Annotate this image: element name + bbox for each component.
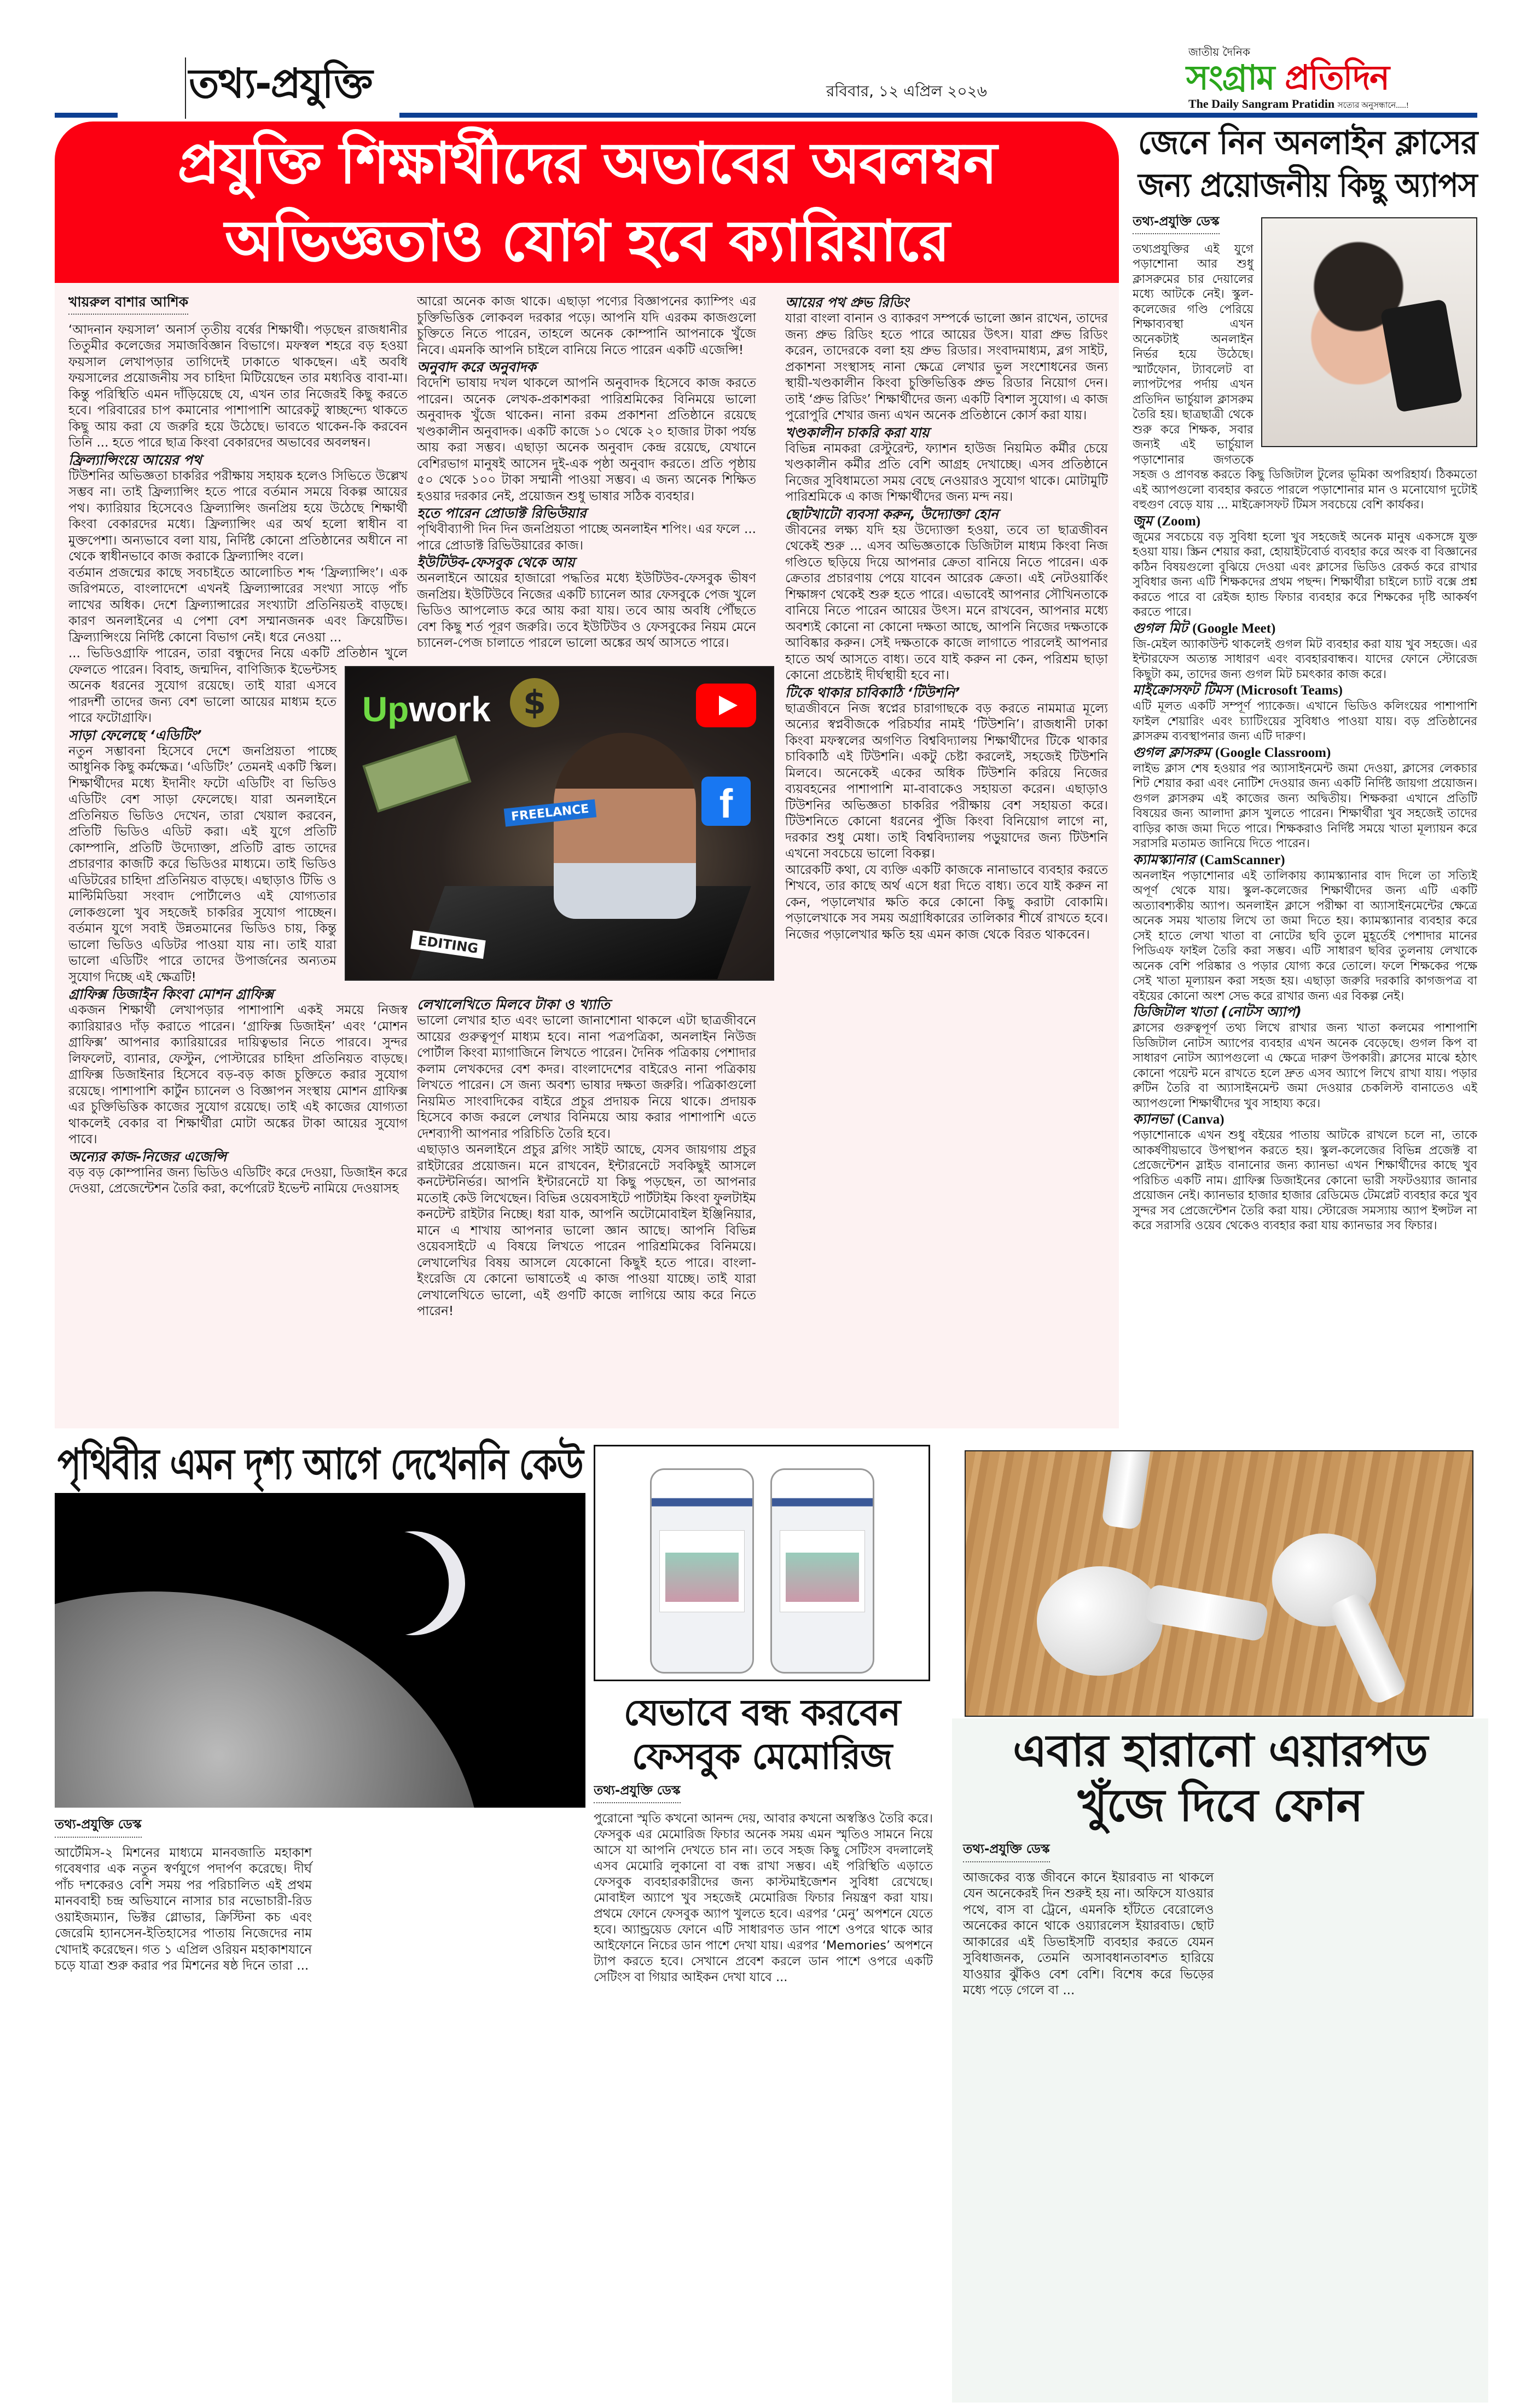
subheading: ফ্রিল্যান্সিংয়ে আয়ের পথ xyxy=(68,452,202,468)
youtube-icon xyxy=(696,684,756,727)
subheading: খণ্ডকালীন চাকরি করা যায় xyxy=(785,424,930,441)
subheading-english: (Microsoft Teams) xyxy=(1236,683,1343,698)
subheading xyxy=(1133,682,1477,699)
paragraph: এছাড়াও অনলাইনে প্রচুর ব্লগিং সাইট আছে, যেসব জায়গায় প্রচুর রাইটারের প্রয়োজন। মনে রাখবেন, ইন্টারনেটে সবকিছুই আসলে কনটেন্টনির্ভর। আপনি ইন্টারনেটে যা কিছু পড়ছেন, তা আপনার মতোই কেউ লিখেছেন। বিভিন্ন ওয়েবসাইটে পার্টটাইম কিংবা ফুলটাইম কনটেন্ট রাইটার নিচ্ছে। ধরা যাক, আপনি অটোমোবাইল ইঞ্জিনিয়ার, মানে এ শাখায় আপনার ভালো জ্ঞান আছে। আপনি বিভিন্ন ওয়েবসাইটে এ বিষয়ে লিখতে পারেন পারিশ্রমিকের বিনিময়ে। লেখালেখির বিষয় আসলে যেকোনো কিছুই হতে পারে। বাংলা-ইংরেজি যে কোনো ভাষাতেই এ কাজ পাওয়া যাচ্ছে। তাই যারা লেখালেখিতে ভালো, এই গুণটি কাজে লাগিয়ে আয় করে নিতে পারেন! xyxy=(417,1143,756,1318)
paragraph: পড়াশোনাকে এখন শুধু বইয়ের পাতায় আটকে রাখলে চলে না, তাকে আকর্ষণীয়ভাবে উপস্থাপন করতে হয়। স্কুল-কলেজের বিভিন্ন প্রজেক্ট বা প্রেজেন্টেশন স্লাইড বানানোর জন্য ক্যানভা এখন শিক্ষার্থীদের কাছে খুব পরিচিত একটি নাম। গ্রাফিক্স ডিজাইনের কোনো ভারী সফটওয়্যার জানার প্রয়োজন নেই। ক্যানভার হাজার হাজার রেডিমেড টেমপ্লেট ব্যবহার করে খুব সুন্দর সব প্রেজেন্টেশন তৈরি করা যায়। স্টোরেজ সমস্যায় অ্যাপ ইন্সটল না করে সরাসরি ওয়েব থেকেও ব্যবহার করা যায় ক্যানভার সব ফিচার। xyxy=(1133,1128,1477,1232)
logo-tagline: জাতীয় দৈনিক xyxy=(1188,45,1250,59)
paragraph: বড় বড় কোম্পানির জন্য ভিডিও এডিটিং করে দেওয়া, ডিজাইন করে দেওয়া, প্রেজেন্টেশন তৈরি করা, কর্পোরেট ইভেন্ট নামিয়ে দেওয়াসহ xyxy=(68,1165,408,1196)
paragraph: জীবনের লক্ষ্য যদি হয় উদ্যোক্তা হওয়া, তবে তা ছাত্রজীবন থেকেই শুরু ... এসব অভিজ্ঞতাকে ডিজিটাল মাধ্যম কিংবা নিজ গণ্ডিতে ছড়িয়ে দিয়ে আপনার ক্রেতা বানিয়ে নিতে পারেন। এক ক্রেতার প্রচারণায় পেয়ে যাবেন আরেক ক্রেতা। এই নেটওয়ার্কিং শিক্ষাঙ্গণ থেকেই শুরু হতে পারে। এভাবেই আপনার সৌখিনতাকে বানিয়ে নিতে পারেন আয়ের উৎস। মনে রাখবেন, আপনার মধ্যে অবশ্যই কোনো না কোনো দক্ষতা আছে, আপনি নিজের দক্ষতাকে আবিষ্কার করুন। সেই দক্ষতাকে কাজে লাগাতে পারলেই আপনার হাতে অর্থ আসতে বাধ্য। তবে যাই করুন না কেন, পরিশ্রম ছাড়া কোনো প্রচেষ্টাই দীর্ঘস্থায়ী হবে না। xyxy=(785,523,1108,682)
issue-date: রবিবার, ১২ এপ্রিল ২০২৬ xyxy=(826,82,987,100)
subheading: আয়ের পথ প্রুভ রিডিং xyxy=(785,294,909,310)
editing-tag: EDITING xyxy=(410,930,486,959)
subheading: হতে পারেন প্রোডাক্ট রিভিউয়ার xyxy=(417,505,587,521)
subheading xyxy=(1133,744,1477,761)
subheading: অনুবাদ করে অনুবাদক xyxy=(417,359,536,375)
paragraph: ভালো লেখার হাত এবং ভালো জানাশোনা থাকলে এটা ছাত্রজীবনে আয়ের গুরুত্বপূর্ণ মাধ্যম হবে। নানা পত্রপত্রিকা, অনলাইন নিউজ পোর্টাল কিংবা ম্যাগাজিনে লিখতে পারেন। দৈনিক পত্রিকায় পেশাদার কলাম লেখকদের বেশ কদর। বাংলাদেশের বাইরেও নানা পত্রিকায় লিখতে পারেন। সে জন্য অবশ্য ভাষার দক্ষতা জরুরি। পত্রিকাগুলো নিয়মিত সাংবাদিকের বাইরে প্রচুর প্রদায়ক নিয়ে থাকে। প্রদায়ক হিসেবে কাজ করলে লেখার বিনিময়ে আয় করার পাশাপাশি এতে দেশব্যাপী আপনার পরিচিতি তৈরি হবে। xyxy=(417,1014,756,1141)
logo-slogan: সত্যের অনুসন্ধানে.....! xyxy=(1337,101,1409,110)
facebook-phones-photo[interactable] xyxy=(594,1445,930,1681)
apps-byline: তথ্য-প্রযুক্তি ডেস্ক xyxy=(1133,215,1220,234)
paragraph: আরেকটি কথা, যে ব্যক্তি একটি কাজকে নানাভাবে ব্যবহার করতে শিখবে, তার কাছে অর্থ এসে ধরা দিতে বাধ্য। তবে যাই করুন না কেন, পড়ালেখার ক্ষতি করে কোনো কিছু করাটা বোকামি। পড়ালেখাকে সব সময় অগ্রাধিকারের তালিকার শীর্ষে রাখতে হবে। নিজের পড়ালেখার ক্ষতি হয় এমন কাজ থেকে বিরত থাকবেন। xyxy=(785,863,1108,942)
subheading-bangla: গুগল মিট xyxy=(1133,620,1188,636)
airpod-stem xyxy=(1101,1450,1153,1530)
paragraph: ক্লাসের গুরুত্বপূর্ণ তথ্য লিখে রাখার জন্য খাতা কলমের পাশাপাশি ডিজিটাল নোটস অ্যাপের ব্যবহার এখন অনেক বেড়েছে। গুগল কিপ বা সাধারণ নোটস অ্যাপগুলো এ ক্ষেত্রে দারুণ উপকারী। ক্লাসের মাঝে হঠাৎ কোনো পয়েন্ট মনে রাখতে হলে দ্রুত এসব অ্যাপে লিখে রাখা যায়। পড়ার রুটিন তৈরি বা অ্যাসাইনমেন্ট জমা দেওয়ার চেকলিস্ট বানাতেও এই অ্যাপগুলো শিক্ষার্থীদের খুব সাহায্য করে। xyxy=(1133,1021,1477,1110)
paragraph: জি-মেইল অ্যাকাউন্ট থাকলেই গুগল মিট ব্যবহার করা যায় খুব সহজে। এর ইন্টারফেস অত্যন্ত সাধারণ এবং ব্যবহারবান্ধব। যাদের ফোনে স্টোরেজ কিছুটা কম, তাদের জন্য গুগল মিট চমৎকার কাজ করে। xyxy=(1133,637,1477,681)
subheading xyxy=(1133,1111,1477,1128)
header-divider xyxy=(185,57,186,119)
main-headline[interactable] xyxy=(55,121,1119,283)
airpods-paragraph: আজকের ব্যস্ত জীবনে কানে ইয়ারবাড না থাকলে যেন অনেকেরই দিন শুরুই হয় না। অফিসে যাওয়ার পথে, বাস বা ট্রেনে, এমনকি হাঁটতে বেরোলেও অনেকের কানে থাকে ওয়্যারলেস ইয়ারবাড। ছোট আকারের এই ডিভাইসটি ব্যবহার করতে যেমন সুবিধাজনক, তেমনি অসাবধানতাবশত হারিয়ে যাওয়ার ঝুঁকিও বেশ বেশি। বিশেষ করে ভিড়ের মধ্যে পড়ে গেলে বা ... xyxy=(963,1870,1214,1998)
subheading-english: (CamScanner) xyxy=(1200,852,1285,867)
header-bar-right xyxy=(399,113,1477,118)
subheading: অন্যের কাজ-নিজের এজেন্সি xyxy=(68,1148,227,1165)
fb-story-body xyxy=(594,1783,933,2390)
fb-byline: তথ্য-প্রযুক্তি ডেস্ক xyxy=(594,1783,681,1803)
freelance-tag: FREELANCE xyxy=(504,799,596,826)
dollar-icon: $ xyxy=(510,678,559,727)
subheading-english: (Google Classroom) xyxy=(1215,745,1331,760)
phone-graphic xyxy=(1380,299,1463,413)
subheading xyxy=(1133,620,1477,637)
subheading-english: (Google Meet) xyxy=(1192,621,1276,636)
subheading xyxy=(1133,513,1477,530)
paragraph: অনলাইন পড়াশোনার এই তালিকায় ক্যামস্ক্যানার বাদ দিলে তা সত্যিই অপূর্ণ থেকে যায়। স্কুল-কলেজের শিক্ষার্থীদের জন্য এটি একটি অত্যাবশ্যকীয় অ্যাপ। অনলাইন ক্লাসে পরীক্ষা বা অ্যাসাইনমেন্টের ক্ষেত্রে অনেক সময় খাতায় লিখে তা জমা দিতে হয়। ক্যামস্ক্যানার ব্যবহার করে সেই হাতে লেখা খাতা বা নোটের ছবি তুলে মুহূর্তেই পেশাদার মানের পিডিএফ ফাইল তৈরি করা সম্ভব। এটি সাধারণ ছবির তুলনায় লেখাকে অনেক বেশি পরিষ্কার ও পড়ার যোগ্য করে তোলে। ফলে শিক্ষকের পক্ষে সেই খাতা মূল্যায়ন করা সহজ হয়। এছাড়া জরুরি দরকারি কাগজপত্র বা বইয়ের কোনো অংশ সেভ করে রাখার জন্য এর বিকল্প নেই। xyxy=(1133,869,1477,1003)
apps-headline-line2: জন্য প্রয়োজনীয় কিছু অ্যাপস xyxy=(1138,166,1477,205)
moon-story-body xyxy=(55,1817,585,2392)
subheading: টিকে থাকার চাবিকাঠি ‘টিউশনি’ xyxy=(785,684,960,701)
airpods-story-body xyxy=(963,1842,1480,2394)
paragraph: বিভিন্ন নামকরা রেস্টুরেন্ট, ফ্যাশন হাউজ নিয়মিত কর্মীর চেয়ে খণ্ডকালীন কর্মীর প্রতি বেশি আগ্রহ দেখাচ্ছে। এসব প্রতিষ্ঠানে নিজের সুবিধামতো সময় বেছে নেওয়ারও সুযোগ থাকে। মোটামুটি পারিশ্রমিকে এ কাজ শিক্ষার্থীদের জন্য মন্দ নয়। xyxy=(785,441,1108,504)
paragraph: টিউশনির অভিজ্ঞতা চাকরির পরীক্ষায় সহায়ক হলেও সিভিতে উল্লেখ সম্ভব না। তাই ফ্রিল্যান্সিং হতে পারে বর্তমান সময়ে বিকল্প আয়ের পথ। ক্যারিয়ার হিসেবেও ফ্রিল্যান্সিং জনপ্রিয় হয়ে উঠেছে শিক্ষার্থী কিংবা বেকারদের মধ্যে। ফ্রিল্যান্সিং এর অর্থ হলো স্বাধীন বা মুক্তপেশা। অন্যভাবে বলা যায়, নির্দিষ্ট কোনো প্রতিষ্ঠানের অধীনে না থেকে স্বাধীনভাবে কাজ করাকে ফ্রিল্যান্সিং বলে। xyxy=(68,468,408,564)
facebook-icon: f xyxy=(701,777,751,826)
subheading-english: (Canva) xyxy=(1177,1112,1225,1127)
subheading-bangla: গুগল ক্লাসরুম xyxy=(1133,744,1211,760)
moon-headline-box[interactable] xyxy=(57,1438,583,1491)
subheading: গ্রাফিক্স ডিজাইন কিংবা মোশন গ্রাফিক্স xyxy=(68,986,274,1002)
main-headline-line2: অভিজ্ঞতাও যোগ হবে ক্যারিয়ারে xyxy=(224,207,949,274)
subheading: লেখালেখিতে মিলবে টাকা ও খ্যাতি xyxy=(417,997,610,1012)
subheading-english: (Zoom) xyxy=(1157,513,1201,529)
paragraph: জুমের সবচেয়ে বড় সুবিধা হলো খুব সহজেই অনেক মানুষ একসঙ্গে যুক্ত হওয়া যায়। স্ক্রিন শেয়ার করা, হোয়াইটবোর্ড ব্যবহার করে অংক বা বিজ্ঞানের কঠিন বিষয়গুলো বুঝিয়ে দেওয়া এবং ক্লাসের ভিডিও রেকর্ড করে রাখার সুবিধার জন্য এটি শিক্ষকদের প্রথম পছন্দ। শিক্ষার্থীরা চাইলে চ্যাট বক্সে প্রশ্ন করতে পারে বা রেইজ হ্যান্ড ফিচার ব্যবহার করে শিক্ষকের দৃষ্টি আকর্ষণ করতে পারে। xyxy=(1133,530,1477,619)
airpods-photo[interactable] xyxy=(965,1450,1473,1717)
fb-headline[interactable] xyxy=(594,1691,930,1779)
subheading: ছোটখাটো ব্যবসা করুন, উদ্যোক্তা হোন xyxy=(785,506,999,522)
paragraph: যারা বাংলা বানান ও ব্যাকরণ সম্পর্কে ভালো জ্ঞান রাখেন, তাদের জন্য প্রুভ রিডিং হতে পারে আয়ের উৎস। যারা প্রুভ রিডিং করেন, তাদেরকে বলা হয় প্রুভ রিডার। সংবাদমাধ্যম, ব্লগ সাইট, প্রকাশনা সংস্থাসহ নানা ক্ষেত্রে লেখার ভুল সংশোধনের জন্য স্থায়ী-খণ্ডকালীন কিংবা চুক্তিভিত্তিক প্রুভ রিডার নিয়োগ দেন। তাই ‘প্রুভ রিডিং’ শিক্ষার্থীদের জন্য একটি বিশাল সুযোগ। এ কাজ পুরোপুরি শেখার জন্য এখন অনেক প্রতিষ্ঠানে কোর্স করা যায়। xyxy=(785,311,1108,422)
freelancing-photo[interactable] xyxy=(345,666,774,981)
newspaper-logo[interactable] xyxy=(1186,59,1476,96)
section-title xyxy=(189,59,397,108)
airpod-left-stem xyxy=(1144,1583,1269,1642)
phone-screen-2 xyxy=(770,1468,874,1674)
subheading xyxy=(1133,852,1477,869)
paragraph: বিদেশি ভাষায় দখল থাকলে আপনি অনুবাদক হিসেবে কাজ করতে পারেন। অনেক লেখক-প্রকাশকরা পারিশ্রমিকের বিনিময়ে ভালো অনুবাদক খুঁজে থাকেন। নানা রকম প্রকাশনা প্রতিষ্ঠানে রয়েছে খণ্ডকালীন অনুবাদক। একটি কাজে ১০ থেকে ২০ হাজার টাকা পর্যন্ত আয় করা সম্ভব। এছাড়া অনেক অনুবাদ কেন্দ্র রয়েছে, যেখানে বেশিরভাগ মানুষই আসেন দুই-এক পৃষ্ঠা অনুবাদ করতে। প্রতি পৃষ্ঠায় ৫০ থেকে ১০০ টাকা সম্মানী পাওয়া সম্ভব। এ জন্য অনেক শিক্ষিত হওয়ার দরকার নেই, প্রয়োজন শুধু ভাষার সঠিক ব্যবহার। xyxy=(417,376,756,503)
subheading-bangla: ক্যানভা xyxy=(1133,1111,1173,1127)
earth-moon-photo[interactable] xyxy=(55,1493,585,1808)
airpods-headline[interactable] xyxy=(963,1724,1477,1833)
paragraph: ছাত্রজীবনে নিজ স্বপ্নের চারাগাছকে বড় করতে নামমাত্র মূল্যে অন্যের স্বপ্নবীজকে পরিচর্যার নামই ‘টিউশনি’। রাজধানী ঢাকা কিংবা মফস্বলের অগণিত বিশ্ববিদ্যালয় শিক্ষার্থীদের টিকে থাকার চাবিকাঠি এই টিউশনি। একটু চেষ্টা করলেই, সহজেই টিউশনি মিলবে। অনেকেই একের অধিক টিউশনি করিয়ে নিজের ব্যয়বহনের পাশাপাশি মা-বাবাকেও সহায়তা করেন। এছাড়াও টিউশনির অভিজ্ঞতা চাকরির পরীক্ষায় বেশ সহায়তা করে। টিউশনিতে কোনো ধরনের পুঁজি কিংবা বিনিয়োগ লাগে না, দরকার শুধু মেধা। তাই বিশ্ববিদ্যালয় পড়ুয়াদের জন্য টিউশনি এখনো সবচেয়ে ভালো বিকল্প। xyxy=(785,701,1108,861)
subheading-bangla: মাইক্রোসফট টিমস xyxy=(1133,682,1232,698)
logo-text xyxy=(1186,59,1476,96)
subheading-bangla: ডিজিটাল খাতা (নোটস অ্যাপ) xyxy=(1133,1004,1302,1020)
logo-part1: সংগ্রাম xyxy=(1186,57,1274,97)
paragraph: আরো অনেক কাজ থাকে। এছাড়া পণ্যের বিজ্ঞাপনের ক্যাম্পিং এর চুক্তিভিত্তিক লোকবল দরকার পড়ে। আপনি যদি এরকম কাজগুলো চুক্তিতে নিতে পারেন, তাহলে অনেক কোম্পানি আপনাকে খুঁজে নিবে। এমনকি আপনি চাইলে বানিয়ে নিতে পারেন একটি এজেন্সি! xyxy=(417,294,756,357)
person-graphic xyxy=(554,733,696,919)
logo-english-line xyxy=(1188,97,1477,113)
cash-graphic xyxy=(362,735,471,812)
paragraph: এটি মূলত একটি সম্পূর্ণ প্যাকেজ। এখানে ভিডিও কলিংয়ের পাশাপাশি ফাইল শেয়ারিং এবং চ্যাটিংয়ের সুবিধাও পাওয়া যায়। বড় প্রতিষ্ঠানের ক্লাসরুম ব্যবস্থাপনার জন্য এটি দারুণ। xyxy=(1133,699,1477,743)
logo-english xyxy=(1188,97,1477,113)
paragraph: ‘আদনান ফয়সাল’ অনার্স তৃতীয় বর্ষের শিক্ষার্থী। পড়ছেন রাজধানীর তিতুমীর কলেজের সমাজবিজ্ঞান বিভাগে। মফস্বল শহরে বড় হওয়া ফয়সাল লেখাপড়ার তাগিদেই ঢাকাতে থাকছেন। এই অবধি ফয়সালের প্রয়োজনীয় সব চাহিদা মিটিয়েছেন তার মধ্যবিত্ত বাবা-মা। কিন্তু পরিস্থিতি এমন দাঁড়িয়েছে যে, এখন তার নিজেরই কিছু করতে হবে। পরিবারের চাপ কমানোর পাশাপাশি আরেকটু স্বাচ্ছন্দ্যে থাকতে কিছু আয় করা যে জরুরি হয়ে উঠেছে। ভাবতে থাকেন-কি করবেন তিনি ... হতে পারে ছাত্র কিংবা বেকারদের অভাবের অবলম্বন। xyxy=(68,322,408,450)
fb-headline-line2: ফেসবুক মেমোরিজ xyxy=(631,1735,892,1778)
moon-headline: পৃথিবীর এমন দৃশ্য আগে দেখেননি কেউ xyxy=(57,1440,583,1489)
phone-screen-1 xyxy=(650,1468,754,1674)
airpod-right-stem xyxy=(1327,1591,1408,1706)
paragraph: অনলাইনে আয়ের হাজারো পদ্ধতির মধ্যে ইউটিউব-ফেসবুক ভীষণ জনপ্রিয়। ইউটিউবে নিজের একটি চ্যানেল আর ফেসবুকে পেজ খুলে ভিডিও আপলোড করে আয় করা যায়। তবে আয় অবধি পৌঁছতে বেশ কিছু শর্ত পূরণ জরুরি। তবে ইউটিউব ও ফেসবুকের নিয়ম মেনে চ্যানেল-পেজ চালাতে পারলে ভালো অঙ্কের অর্থ আসতে পারে। xyxy=(417,571,756,650)
apps-story xyxy=(1133,215,1477,1426)
subheading-bangla: জুম xyxy=(1133,512,1153,529)
crescent-graphic xyxy=(346,1516,480,1650)
paragraph: একজন শিক্ষার্থী লেখাপড়ার পাশাপাশি একই সময়ে নিজস্ব ক্যারিয়ারও দাঁড় করাতে পারেন। ‘গ্রাফিক্স ডিজাইন’ এবং ‘মোশন গ্রাফিক্স’ আপনার ক্যারিয়ারের দায়িত্বভার নিতে পারবে। সুন্দর লিফলেট, ব্যানার, ফেস্টুন, পোস্টারের চাহিদা প্রতিনিয়ত বাড়ছে। গ্রাফিক্স ডিজাইনার হিসেবে বড়-বড় কাজ চুক্তিতে করার সুযোগ রয়েছে। পাশাপাশি কার্টুন চ্যানেল ও বিজ্ঞাপন সংস্থায় মোশন গ্রাফিক্স এর চুক্তিভিত্তিক কাজের সুযোগ রয়েছে। তাই এই কাজের যোগ্যতা থাকলেই বেকার বা শিক্ষার্থীরা মোটা অঙ্কের টাকা আয়ের সুযোগ পাবে। xyxy=(68,1003,408,1147)
student-photo[interactable] xyxy=(1261,217,1477,447)
apps-headline-line1: জেনে নিন অনলাইন ক্লাসের xyxy=(1138,124,1478,162)
main-story-column-3 xyxy=(785,294,1108,1421)
fb-headline-line1: যেভাবে বন্ধ করবেন xyxy=(623,1692,901,1734)
airpods-byline: তথ্য-প্রযুক্তি ডেস্ক xyxy=(963,1842,1050,1862)
airpod-left xyxy=(1037,1566,1163,1676)
airpods-headline-line1: এবার হারানো এয়ারপড xyxy=(1013,1725,1427,1777)
subheading: ইউটিউব-ফেসবুক থেকে আয় xyxy=(417,554,575,570)
header-bar-left xyxy=(55,113,118,118)
subheading-bangla: ক্যামস্ক্যানার xyxy=(1133,851,1196,867)
subheading: সাড়া ফেলেছে ‘এডিটিং’ xyxy=(68,727,202,743)
subheading xyxy=(1133,1004,1477,1021)
paragraph: বর্তমান প্রজন্মের কাছে সবচাইতে আলোচিত শব্দ ‘ফ্রিল্যান্সিং’। এক জরিপমতে, বাংলাদেশে এখনই ফ্রিল্যান্সারের সংখ্যা সাড়ে পাঁচ লাখের অধিক। দেশে ফ্রিল্যান্সারের সংখ্যাটা প্রতিনিয়তই বাড়ছে। কারণ অনলাইনের এ পেশা বেশ সম্মানজনক এবং ক্রিয়েটিভ। ফ্রিল্যান্সিংয়ে নির্দিষ্ট কোনো বিভাগ নেই। ধরে নেওয়া ... xyxy=(68,565,408,645)
main-headline-line1: প্রযুক্তি শিক্ষার্থীদের অভাবের অবলম্বন xyxy=(177,130,996,196)
apps-headline[interactable] xyxy=(1138,121,1477,207)
paragraph: লাইভ ক্লাস শেষ হওয়ার পর অ্যাসাইনমেন্ট জমা দেওয়া, ক্লাসের লেকচার শিট শেয়ার করা এবং নোটিশ দেওয়ার জন্য একটি নির্দিষ্ট জায়গা প্রয়োজন। গুগল ক্লাসরুম এই কাজের জন্য অদ্বিতীয়। শিক্ষকরা এখানে প্রতিটি বিষয়ের জন্য আলাদা ক্লাস খুলতে পারেন। শিক্ষার্থীরা খুব সহজেই তাদের বাড়ির কাজ জমা দিতে পারে। শিক্ষকরাও নির্দিষ্ট সময়ে খাতা মূল্যায়ন করে সরাসরি মতামত জানিয়ে দিতে পারেন। xyxy=(1133,761,1477,850)
moon-byline: তথ্য-প্রযুক্তি ডেস্ক xyxy=(55,1817,142,1838)
main-story xyxy=(55,283,1119,1428)
upwork-logo: Upwork xyxy=(362,690,491,729)
paragraph: ... ভিডিওগ্রাফি পারেন, তারা বন্ধুদের নিয়ে একটি প্রতিষ্ঠান খুলে ফেলতে পারেন। বিবাহ, জন্মদিন, বাণিজ্যিক ইভেন্টসহ অনেক ধরনের সুযোগ রয়েছে। তাই যারা এসবে পারদর্শী তাদের জন্য বেশ ভালো আয়ের মাধ্যম হতে পারে ফটোগ্রাফি। xyxy=(68,646,408,725)
paragraph: তথ্যপ্রযুক্তির এই যুগে পড়াশোনা আর শুধু ক্লাসরুমের চার দেয়ালের মধ্যে আটকে নেই। স্কুল-কলেজের গণ্ডি পেরিয়ে শিক্ষাব্যবস্থা এখন অনেকটাই অনলাইন নির্ভর হয়ে উঠেছে। স্মার্টফোন, ট্যাবলেট বা ল্যাপটপের পর্দায় এখন প্রতিদিন ভার্চুয়াল ক্লাসরুম তৈরি হয়। ছাত্রছাত্রী থেকে শুরু করে শিক্ষক, সবার জন্যই এই ভার্চুয়াল পড়াশোনার জগতকে সহজ ও প্রাণবন্ত করতে কিছু ডিজিটাল টুলের ভূমিকা অপরিহার্য। ঠিকমতো এই অ্যাপগুলো ব্যবহার করতে পারলে পড়াশোনার মান ও মনোযোগ দুটোই বহুগুণ বেড়ে যায় ... মাইক্রোসফট টিমস সবচেয়ে বেশি কার্যকর। xyxy=(1133,242,1477,512)
airpods-headline-line2: খুঁজে দিবে ফোন xyxy=(1077,1780,1363,1832)
paragraph: নতুন সম্ভাবনা হিসেবে দেশে জনপ্রিয়তা পাচ্ছে আধুনিক কিছু কর্মক্ষেত্র। ‘এডিটিং’ তেমনই একটি স্কিল। শিক্ষার্থীদের মধ্যে ইদানীং ফটো এডিটিং বা ভিডিও এডিটিং বেশ সাড়া ফেলেছে। যারা অনলাইনে প্রতিনিয়ত ভিডিও দেখেন, তারা খেয়াল করবেন, প্রতিটি ভিডিও এডিট করা। এই যুগে প্রতিটি কোম্পানি, প্রতিটি উদ্যোক্তা, প্রতিটি ব্রান্ড তাদের প্রচারণার কাজটি করে ভিডিওর মাধ্যমে। তাই ভিডিও এডিটরের চাহিদা প্রতিনিয়ত বাড়ছে। এছাড়াও টিভি ও মাল্টিমিডিয়া সংবাদ পোর্টালেও এই যোগ্যতার লোকগুলো খুব সহজেই চাকরির সুযোগ পাচ্ছেন। বর্তমান যুগে সবাই উন্নতমানের ভিডিও চায়, কিন্তু ভালো ভিডিও এডিটর পাওয়া যায় না। তাই যারা ভালো এডিটিং পারে তাদের উপার্জনের অন্যতম সুযোগ দিচ্ছে এই ক্ষেত্রটি! xyxy=(68,744,336,985)
logo-en-name: The Daily Sangram Pratidin xyxy=(1188,97,1335,111)
moon-paragraph: আর্টেমিস-২ মিশনের মাধ্যমে মানবজাতি মহাকাশ গবেষণার এক নতুন স্বর্ণযুগে পদার্পণ করেছে। দীর্ঘ পাঁচ দশকেরও বেশি সময় পর পরিচালিত এই প্রথম মানববাহী চন্দ্র অভিযানে নাসার চার নভোচারী-রিড ওয়াইজম্যান, ভিক্টর গ্লোভার, ক্রিস্টিনা কচ এবং জেরেমি হ্যানসেন-ইতিহাসের পাতায় নিজেদের নাম খোদাই করেছেন। গত ১ এপ্রিল ওরিয়ন মহাকাশযানে চড়ে যাত্রা শুরু করার পর মিশনের ষষ্ঠ দিনে তারা ... xyxy=(55,1845,312,1973)
paragraph: পৃথিবীব্যাপী দিন দিন জনপ্রিয়তা পাচ্ছে অনলাইন শপিং। এর ফলে ... পারে প্রোডাক্ট রিভিউয়ারের কাজ। xyxy=(417,522,756,553)
main-byline: খায়রুল বাশার আশিক xyxy=(68,294,188,315)
logo-part2: প্রতিদিন xyxy=(1285,57,1389,97)
section-title-text: তথ্য-প্রযুক্তি xyxy=(189,60,372,107)
fb-paragraph: পুরোনো স্মৃতি কখনো আনন্দ দেয়, আবার কখনো অস্বস্তিও তৈরি করে। ফেসবুক এর মেমোরিজ ফিচার অনেক সময় এমন স্মৃতিও সামনে নিয়ে আসে যা আপনি দেখতে চান না। তবে সহজ কিছু সেটিংস বদলালেই এসব মেমোরি লুকানো বা বন্ধ রাখা সম্ভব। এই পরিস্থিতি এড়াতে ফেসবুক ব্যবহারকারীদের জন্য কাস্টমাইজেশন সুবিধা রেখেছে। মোবাইল অ্যাপে খুব সহজেই মেমোরিজ ফিচার নিয়ন্ত্রণ করা যায়। প্রথমে ফোনে ফেসবুক অ্যাপ খুলতে হবে। এরপর ‘মেনু’ অপশনে যেতে হবে। অ্যান্ড্রয়েড ফোনে এটি সাধারণত ডান পাশে ওপরে থাকে আর আইফোনে নিচের ডান পাশে দেখা যায়। এরপর ‘Memories’ অপশনে ট্যাপ করতে হবে। সেখানে প্রবেশ করলে ডান পাশে ওপরে একটি সেটিংস বা গিয়ার আইকন দেখা যাবে ... xyxy=(594,1811,933,1984)
